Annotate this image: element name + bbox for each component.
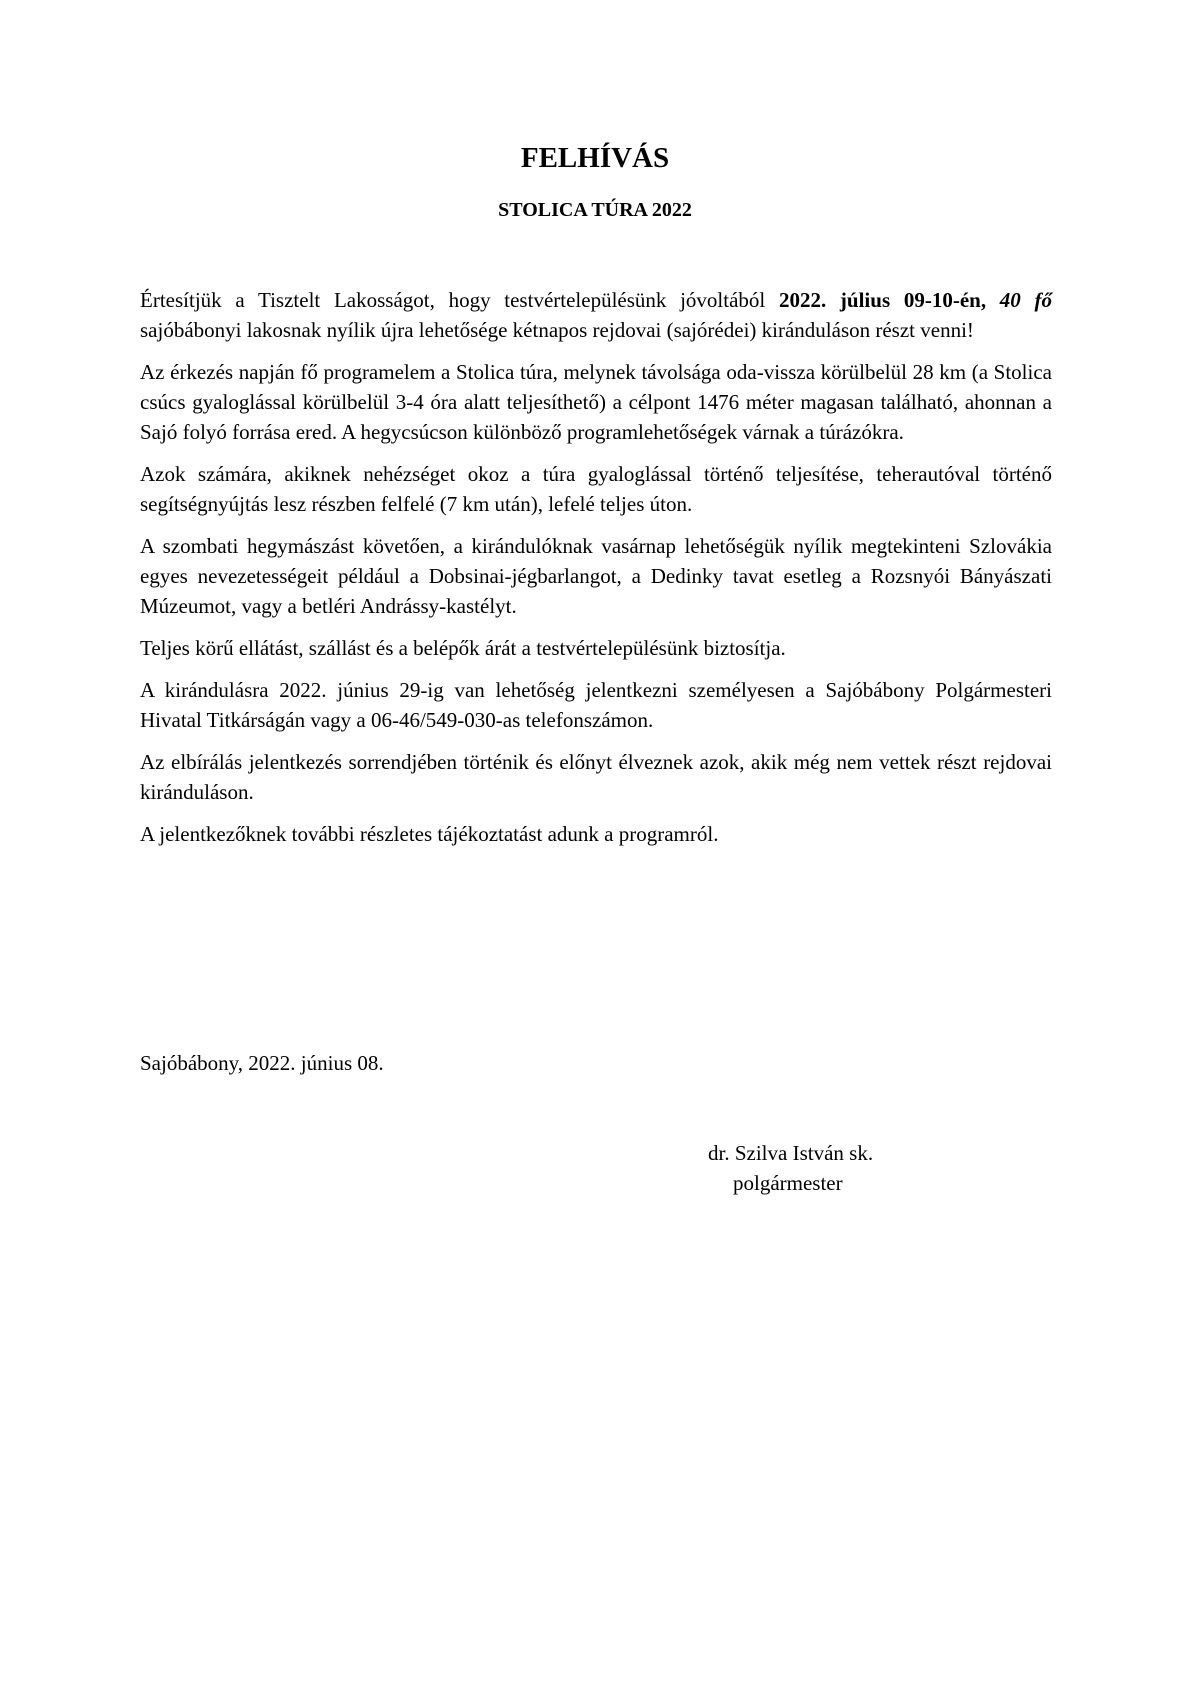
paragraph-info: A jelentkezőknek további részletes tájékoztatást adunk a programról. bbox=[140, 822, 719, 846]
signature-block bbox=[708, 1138, 873, 1198]
paragraph-announcement-text-a: Értesítjük a Tisztelt Lakosságot, hogy testvértelepülésünk jóvoltából bbox=[140, 288, 779, 312]
paragraph-announcement-text-b bbox=[986, 288, 1000, 312]
place-date: Sajóbábony, 2022. június 08. bbox=[140, 1051, 384, 1075]
signature-name: dr. Szilva István sk. bbox=[708, 1141, 874, 1165]
paragraph-provision: Teljes körű ellátást, szállást és a belépők árát a testvértelepülésünk biztosítja. bbox=[140, 636, 786, 660]
participant-count: 40 fő bbox=[999, 288, 1052, 312]
paragraph-announcement bbox=[140, 285, 1052, 345]
document-body bbox=[140, 285, 1052, 861]
paragraph-program: Az érkezés napján fő programelem a Stolica túra, melynek távolsága oda-vissza körülbelül 28 km (a Stolica csúcs gyaloglással körülbelül 3-4 óra alatt teljesíthető) a célpont 1476 méter magasan található, ahonnan a Sajó folyó forrása ered. A hegycsúcson különböző programlehetőségek várnak a túrázókra. bbox=[140, 360, 1052, 444]
paragraph-sunday: A szombati hegymászást követően, a kirándulóknak vasárnap lehetőségük nyílik megtekinteni Szlovákia egyes nevezetességeit például a Dobsinai-jégbarlangot, a Dedinky tavat esetleg a Rozsnyói Bányászati Múzeumot, vagy a betléri Andrássy-kastélyt. bbox=[140, 534, 1052, 618]
document-subtitle: STOLICA TÚRA 2022 bbox=[498, 199, 692, 221]
paragraph-assistance: Azok számára, akiknek nehézséget okoz a túra gyaloglással történő teljesítése, teherautóval történő segítségnyújtás lesz részben felfelé (7 km után), lefelé teljes úton. bbox=[140, 462, 1052, 516]
paragraph-announcement-text-c: sajóbábonyi lakosnak nyílik újra lehetősége kétnapos rejdovai (sajórédei) kiránduláson részt venni! bbox=[140, 318, 974, 342]
document-title: FELHÍVÁS bbox=[520, 142, 670, 174]
event-date: 2022. július 09-10-én, bbox=[778, 288, 987, 312]
paragraph-selection: Az elbírálás jelentkezés sorrendjében történik és előnyt élveznek azok, akik még nem vettek részt rejdovai kiránduláson. bbox=[140, 750, 1052, 804]
signature-role: polgármester bbox=[733, 1171, 843, 1195]
paragraph-registration: A kirándulásra 2022. június 29-ig van lehetőség jelentkezni személyesen a Sajóbábony Polgármesteri Hivatal Titkárságán vagy a 06-46/549-030-as telefonszámon. bbox=[140, 678, 1052, 732]
